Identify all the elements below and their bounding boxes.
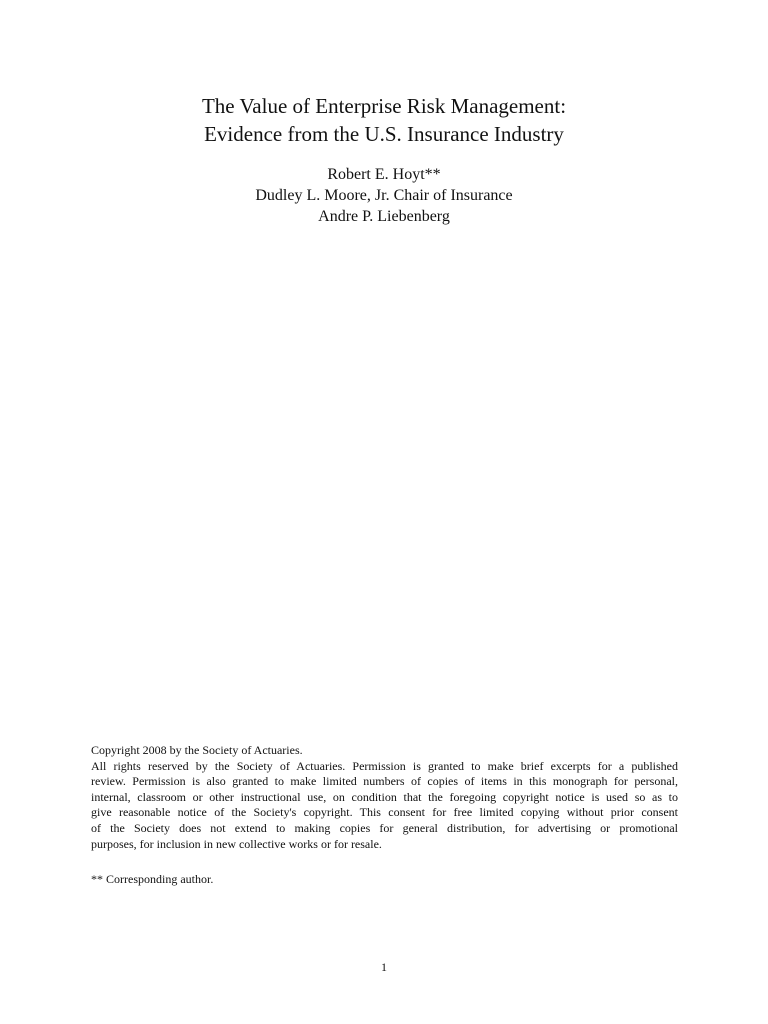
author-block <box>0 164 768 227</box>
copyright-line: All rights reserved by the Society of Actuaries. Permission is granted to make brief excerpts for a published <box>91 758 678 773</box>
copyright-line: review. Permission is also granted to make limited numbers of copies of items in this monograph for personal, <box>91 774 678 789</box>
corresponding-author-footnote: ** Corresponding author. <box>91 872 214 886</box>
copyright-line: give reasonable notice of the Society's copyright. This consent for free limited copying without prior consent <box>91 805 678 820</box>
page-number: 1 <box>381 960 387 974</box>
author-name-hoyt: Robert E. Hoyt** <box>327 166 441 183</box>
paper-title <box>0 92 768 148</box>
paper-title-line-2: Evidence from the U.S. Insurance Industry <box>204 122 564 146</box>
copyright-line: of the Society does not extend to making copies for general distribution, for advertising or promotional <box>91 820 678 835</box>
copyright-line: purposes, for inclusion in new collective works or for resale. <box>91 836 382 851</box>
copyright-line: internal, classroom or other instructional use, on condition that the foregoing copyright notice is used so as to <box>91 789 678 804</box>
copyright-notice <box>91 743 678 852</box>
paper-title-line-1: The Value of Enterprise Risk Management: <box>201 94 567 118</box>
author-affiliation: Dudley L. Moore, Jr. Chair of Insurance <box>255 187 513 204</box>
author-name-liebenberg: Andre P. Liebenberg <box>318 208 450 225</box>
copyright-heading: Copyright 2008 by the Society of Actuaries. <box>91 743 303 757</box>
